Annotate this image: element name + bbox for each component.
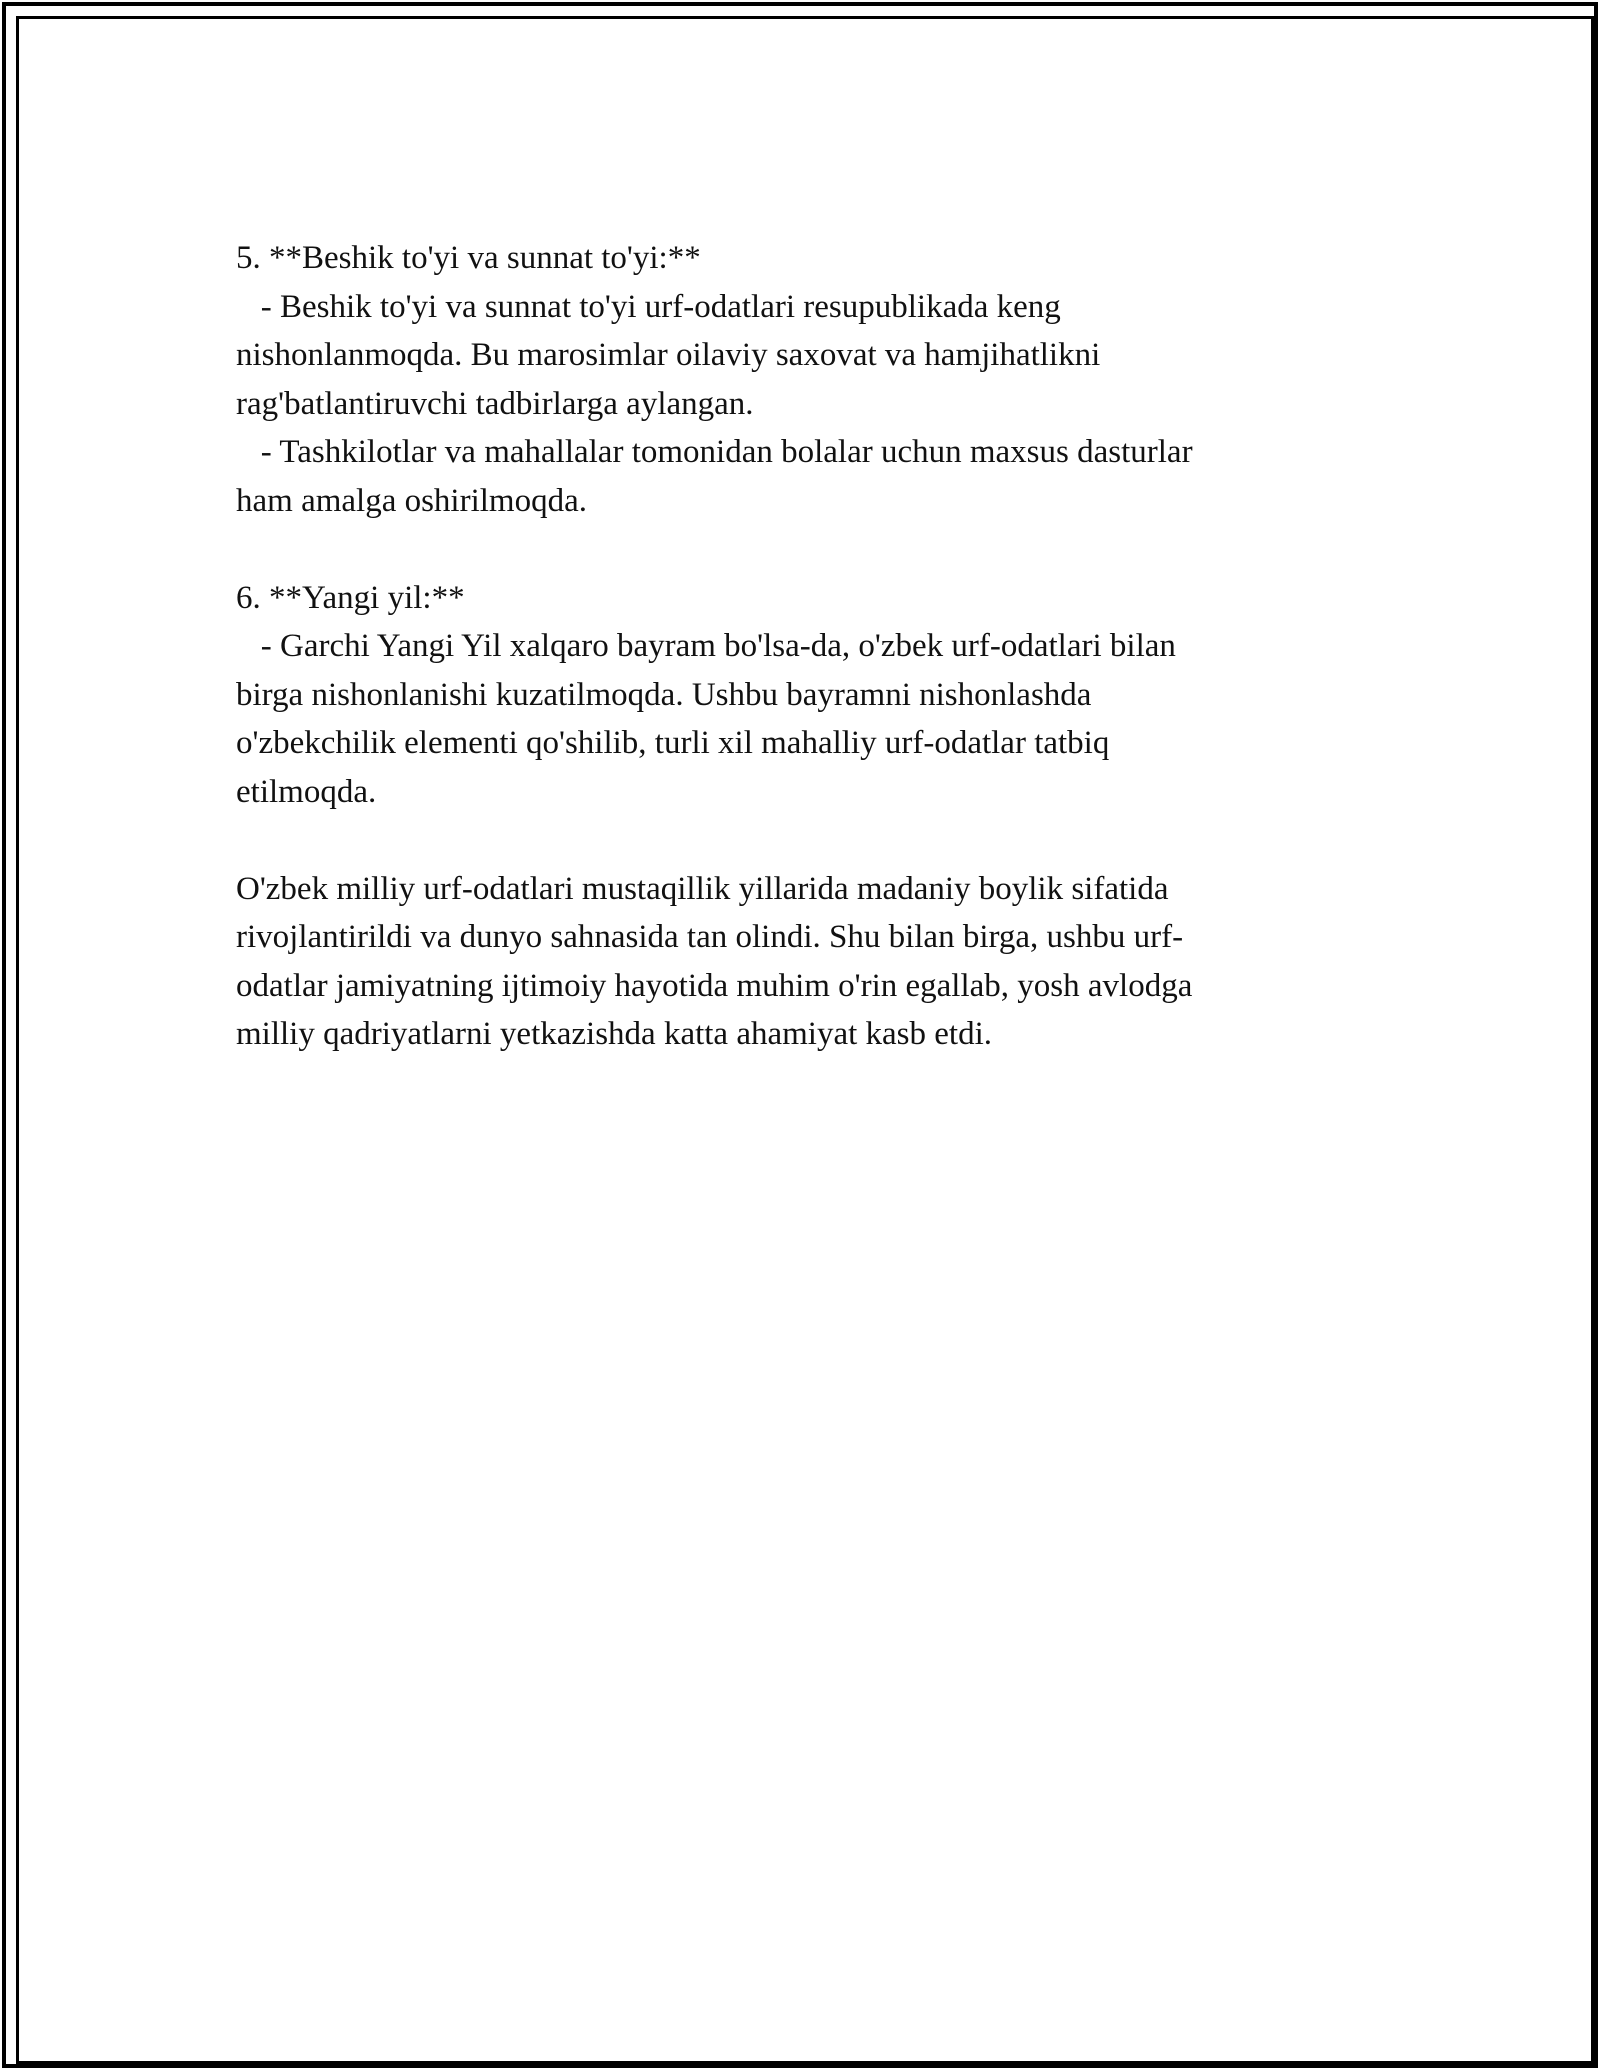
section-beshik-toyi	[236, 234, 1336, 525]
section-heading: 6. **Yangi yil:**	[236, 579, 465, 616]
text-line: etilmoqda.	[236, 773, 377, 810]
text-line: - Garchi Yangi Yil xalqaro bayram bo'lsa-da, o'zbek urf-odatlari bilan	[236, 628, 1176, 664]
text-line: nishonlanmoqda. Bu marosimlar oilaviy saxovat va hamjihatlikni	[236, 337, 1101, 373]
text-line: o'zbekchilik elementi qo'shilib, turli xil mahalliy urf-odatlar tatbiq	[236, 725, 1110, 761]
text-line: birga nishonlanishi kuzatilmoqda. Ushbu bayramni nishonlashda	[236, 676, 1092, 713]
text-line: - Beshik to'yi va sunnat to'yi urf-odatlari resupublikada keng	[236, 288, 1061, 325]
paragraph-spacer	[236, 525, 1336, 574]
conclusion-paragraph	[236, 865, 1336, 1059]
paragraph-spacer	[236, 816, 1336, 865]
text-line: odatlar jamiyatning ijtimoiy hayotida muhim o'rin egallab, yosh avlodga	[236, 967, 1193, 1004]
text-line: O'zbek milliy urf-odatlari mustaqillik yillarida madaniy boylik sifatida	[236, 870, 1169, 907]
text-line: milliy qadriyatlarni yetkazishda katta ahamiyat kasb etdi.	[236, 1016, 993, 1052]
section-heading: 5. **Beshik to'yi va sunnat to'yi:**	[236, 240, 701, 276]
section-yangi-yil	[236, 574, 1336, 817]
text-line: rivojlantirildi va dunyo sahnasida tan olindi. Shu bilan birga, ushbu urf-	[236, 919, 1184, 955]
text-line: rag'batlantiruvchi tadbirlarga aylangan.	[236, 385, 754, 422]
text-line: ham amalga oshirilmoqda.	[236, 482, 587, 519]
text-line: - Tashkilotlar va mahallalar tomonidan bolalar uchun maxsus dasturlar	[236, 434, 1193, 470]
document-body	[236, 234, 1336, 1059]
